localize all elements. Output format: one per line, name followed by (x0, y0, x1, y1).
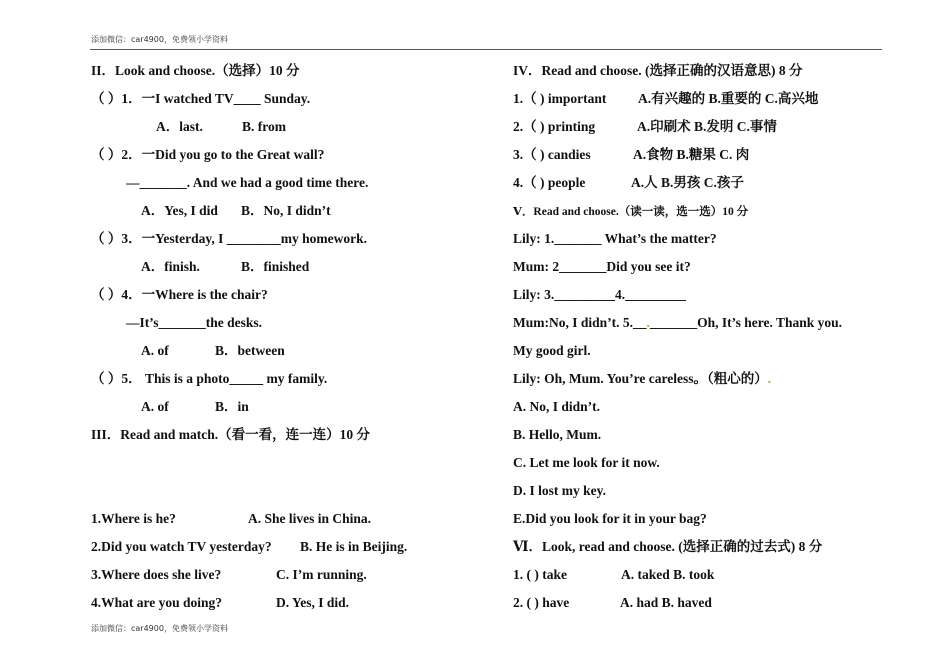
question-3-option-a: A．finish. (141, 259, 200, 274)
question-4-reply: —It’s_______the desks. (126, 315, 263, 330)
question-4-option-b: B．between (215, 343, 285, 358)
match-answer-c: C. I’m running. (276, 567, 367, 582)
past-tense-2-item: 2. ( ) have (513, 595, 570, 610)
question-5-option-b: B．in (215, 399, 249, 414)
vocab-2-options: A.印刷术 B.发明 C.事情 (637, 119, 777, 134)
vocab-4-options: A.人 B.男孩 C.孩子 (631, 175, 744, 190)
past-tense-2-options: A. had B. haved (620, 595, 712, 610)
question-3-option-b: B．finished (241, 259, 310, 274)
vocab-2-item: 2.（ ) printing (513, 119, 596, 134)
section-5-title: Ⅴ．Read and choose.（读一读，选一选）10 分 (513, 206, 749, 218)
vocab-1-options: A.有兴趣的 B.重要的 C.高兴地 (638, 91, 819, 106)
section-4-title: IV．Read and choose. (选择正确的汉语意思) 8 分 (513, 63, 803, 78)
dialogue-line-4-start: Mum:No, I didn’t. 5.__ (513, 315, 647, 330)
question-4-stem: （ ）4．一Where is the chair? (91, 287, 268, 302)
match-answer-a: A. She lives in China. (248, 511, 372, 526)
page-header: 添加微信：car4900，免费领小学资料 (91, 35, 228, 44)
section-3-title: III．Read and match.（看一看，连一连）10 分 (91, 427, 371, 442)
match-answer-d: D. Yes, I did. (276, 595, 350, 610)
dialogue-line-6 (513, 371, 771, 387)
vocab-3-item: 3.（ ) candies (513, 147, 591, 162)
match-answer-b: B. He is in Beijing. (300, 539, 408, 554)
section-2-title: II．Look and choose.（选择）10 分 (91, 63, 300, 78)
question-1-option-a: A．last. (156, 119, 203, 134)
match-question-2: 2.Did you watch TV yesterday? (91, 539, 272, 554)
dialogue-line-4 (513, 315, 842, 331)
past-tense-1-item: 1. ( ) take (513, 567, 567, 582)
dialogue-line-6-text: Lily: Oh, Mum. You’re careless。（粗心的） (513, 371, 768, 386)
choice-e: E.Did you look for it in your bag? (513, 511, 707, 526)
dialogue-line-1: Lily: 1._______ What’s the matter? (513, 231, 717, 246)
dialogue-line-4-end: _______Oh, It’s here. Thank you. (649, 315, 843, 330)
vocab-1-item: 1.（ ) important (513, 91, 607, 106)
question-2-option-b: B．No, I didn’t (241, 203, 331, 218)
past-tense-1-options: A. taked B. took (621, 567, 715, 582)
stray-mark: . (646, 315, 650, 330)
question-4-option-a: A. of (141, 343, 169, 358)
dialogue-line-2: Mum: 2_______Did you see it? (513, 259, 691, 274)
vocab-4-item: 4.（ ) people (513, 175, 586, 190)
choice-c: C. Let me look for it now. (513, 455, 660, 470)
choice-d: D. I lost my key. (513, 483, 607, 498)
choice-b: B. Hello, Mum. (513, 427, 602, 442)
section-6-title: Ⅵ．Look, read and choose. (选择正确的过去式) 8 分 (513, 539, 823, 554)
question-2-reply: —_______. And we had a good time there. (126, 175, 369, 190)
question-1-stem: （ ）1．一I watched TV____ Sunday. (91, 91, 311, 106)
question-2-stem: （ ）2．一Did you go to the Great wall? (91, 147, 325, 162)
page-footer: 添加微信：car4900，免费领小学资料 (91, 624, 228, 633)
match-question-1: 1.Where is he? (91, 511, 176, 526)
question-5-stem: （ ）5． This is a photo_____ my family. (91, 371, 328, 386)
vocab-3-options: A.食物 B.糖果 C. 肉 (633, 147, 750, 162)
match-question-3: 3.Where does she live? (91, 567, 222, 582)
question-2-option-a: A．Yes, I did (141, 203, 218, 218)
header-divider (90, 49, 882, 50)
question-1-option-b: B. from (242, 119, 286, 134)
dialogue-line-3: Lily: 3._________4._________ (513, 287, 686, 302)
match-question-4: 4.What are you doing? (91, 595, 223, 610)
question-5-option-a: A. of (141, 399, 169, 414)
dialogue-line-5: My good girl. (513, 343, 591, 358)
choice-a: A. No, I didn’t. (513, 399, 601, 414)
question-3-stem: （ ）3．一Yesterday, I ________my homework. (91, 231, 367, 246)
stray-mark-2: . (767, 371, 772, 386)
